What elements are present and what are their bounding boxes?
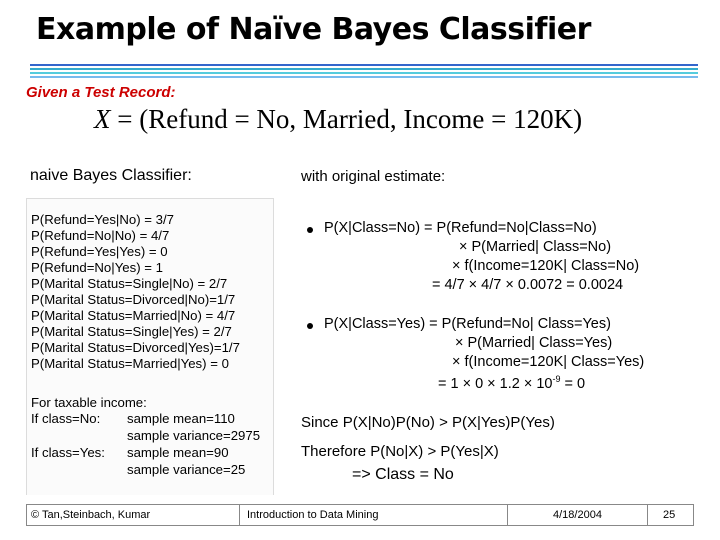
calc-yes-exponent: -9 [552,374,561,384]
estimate-heading: with original estimate: [301,168,446,185]
prob-line: P(Marital Status=Divorced|No)=1/7 [31,292,236,307]
footer-divider [647,505,648,525]
prob-line: P(Marital Status=Single|No) = 2/7 [31,276,228,291]
footer-course: Introduction to Data Mining [247,509,379,521]
class-no-label: If class=No: [31,411,101,426]
title-rule-1 [30,64,698,66]
class-yes-variance: sample variance=25 [127,462,246,477]
calc-no-line-2: × P(Married| Class=No) [459,239,612,255]
slide-title: Example of Naïve Bayes Classifier [36,12,591,47]
calc-no-line-1: P(X|Class=No) = P(Refund=No|Class=No) [324,220,597,236]
prob-line: P(Marital Status=Married|Yes) = 0 [31,356,229,371]
calc-yes-line-3: × f(Income=120K| Class=Yes) [452,354,645,370]
title-rule-3 [30,72,698,74]
calc-yes-line-1: P(X|Class=Yes) = P(Refund=No| Class=Yes) [324,316,611,332]
probability-panel [26,198,274,495]
footer-author: © Tan,Steinbach, Kumar [31,509,151,521]
class-yes-mean: sample mean=90 [127,445,229,460]
prob-line: P(Refund=Yes|No) = 3/7 [31,212,174,227]
prob-line: P(Marital Status=Married|No) = 4/7 [31,308,236,323]
class-no-mean: sample mean=110 [127,411,235,426]
formula-expression: = (Refund = No, Married, Income = 120K) [110,104,583,134]
bullet-icon [307,323,313,329]
taxable-heading: For taxable income: [31,395,147,410]
footer-divider [507,505,508,525]
prob-line: P(Refund=Yes|Yes) = 0 [31,244,168,259]
result-statement: => Class = No [352,466,454,483]
prob-line: P(Marital Status=Single|Yes) = 2/7 [31,324,232,339]
calc-yes-result: = 0 [560,376,586,392]
title-rule-4 [30,76,698,78]
test-record-formula [94,104,582,135]
calc-no-line-3: × f(Income=120K| Class=No) [452,258,640,274]
calc-yes-line-4 [438,374,585,392]
calc-yes-product: = 1 × 0 × 1.2 × 10 [438,376,553,392]
footer-page-number: 25 [663,509,676,521]
footer-divider [239,505,240,525]
prob-line: P(Marital Status=Divorced|Yes)=1/7 [31,340,240,355]
class-yes-label: If class=Yes: [31,445,105,460]
class-no-variance: sample variance=2975 [127,428,261,443]
therefore-statement: Therefore P(No|X) > P(Yes|X) [301,443,499,460]
title-rule-2 [30,68,698,70]
bullet-icon [307,227,313,233]
classifier-title: naive Bayes Classifier: [30,167,192,184]
calc-no-line-4: = 4/7 × 4/7 × 0.0072 = 0.0024 [432,277,624,293]
calc-yes-line-2: × P(Married| Class=Yes) [455,335,613,351]
subheading: Given a Test Record: [26,84,176,101]
prob-line: P(Refund=No|Yes) = 1 [31,260,163,275]
formula-variable: X [94,104,111,134]
since-statement: Since P(X|No)P(No) > P(X|Yes)P(Yes) [301,414,555,431]
footer-date: 4/18/2004 [553,509,602,521]
prob-line: P(Refund=No|No) = 4/7 [31,228,170,243]
footer-bar [26,504,694,526]
